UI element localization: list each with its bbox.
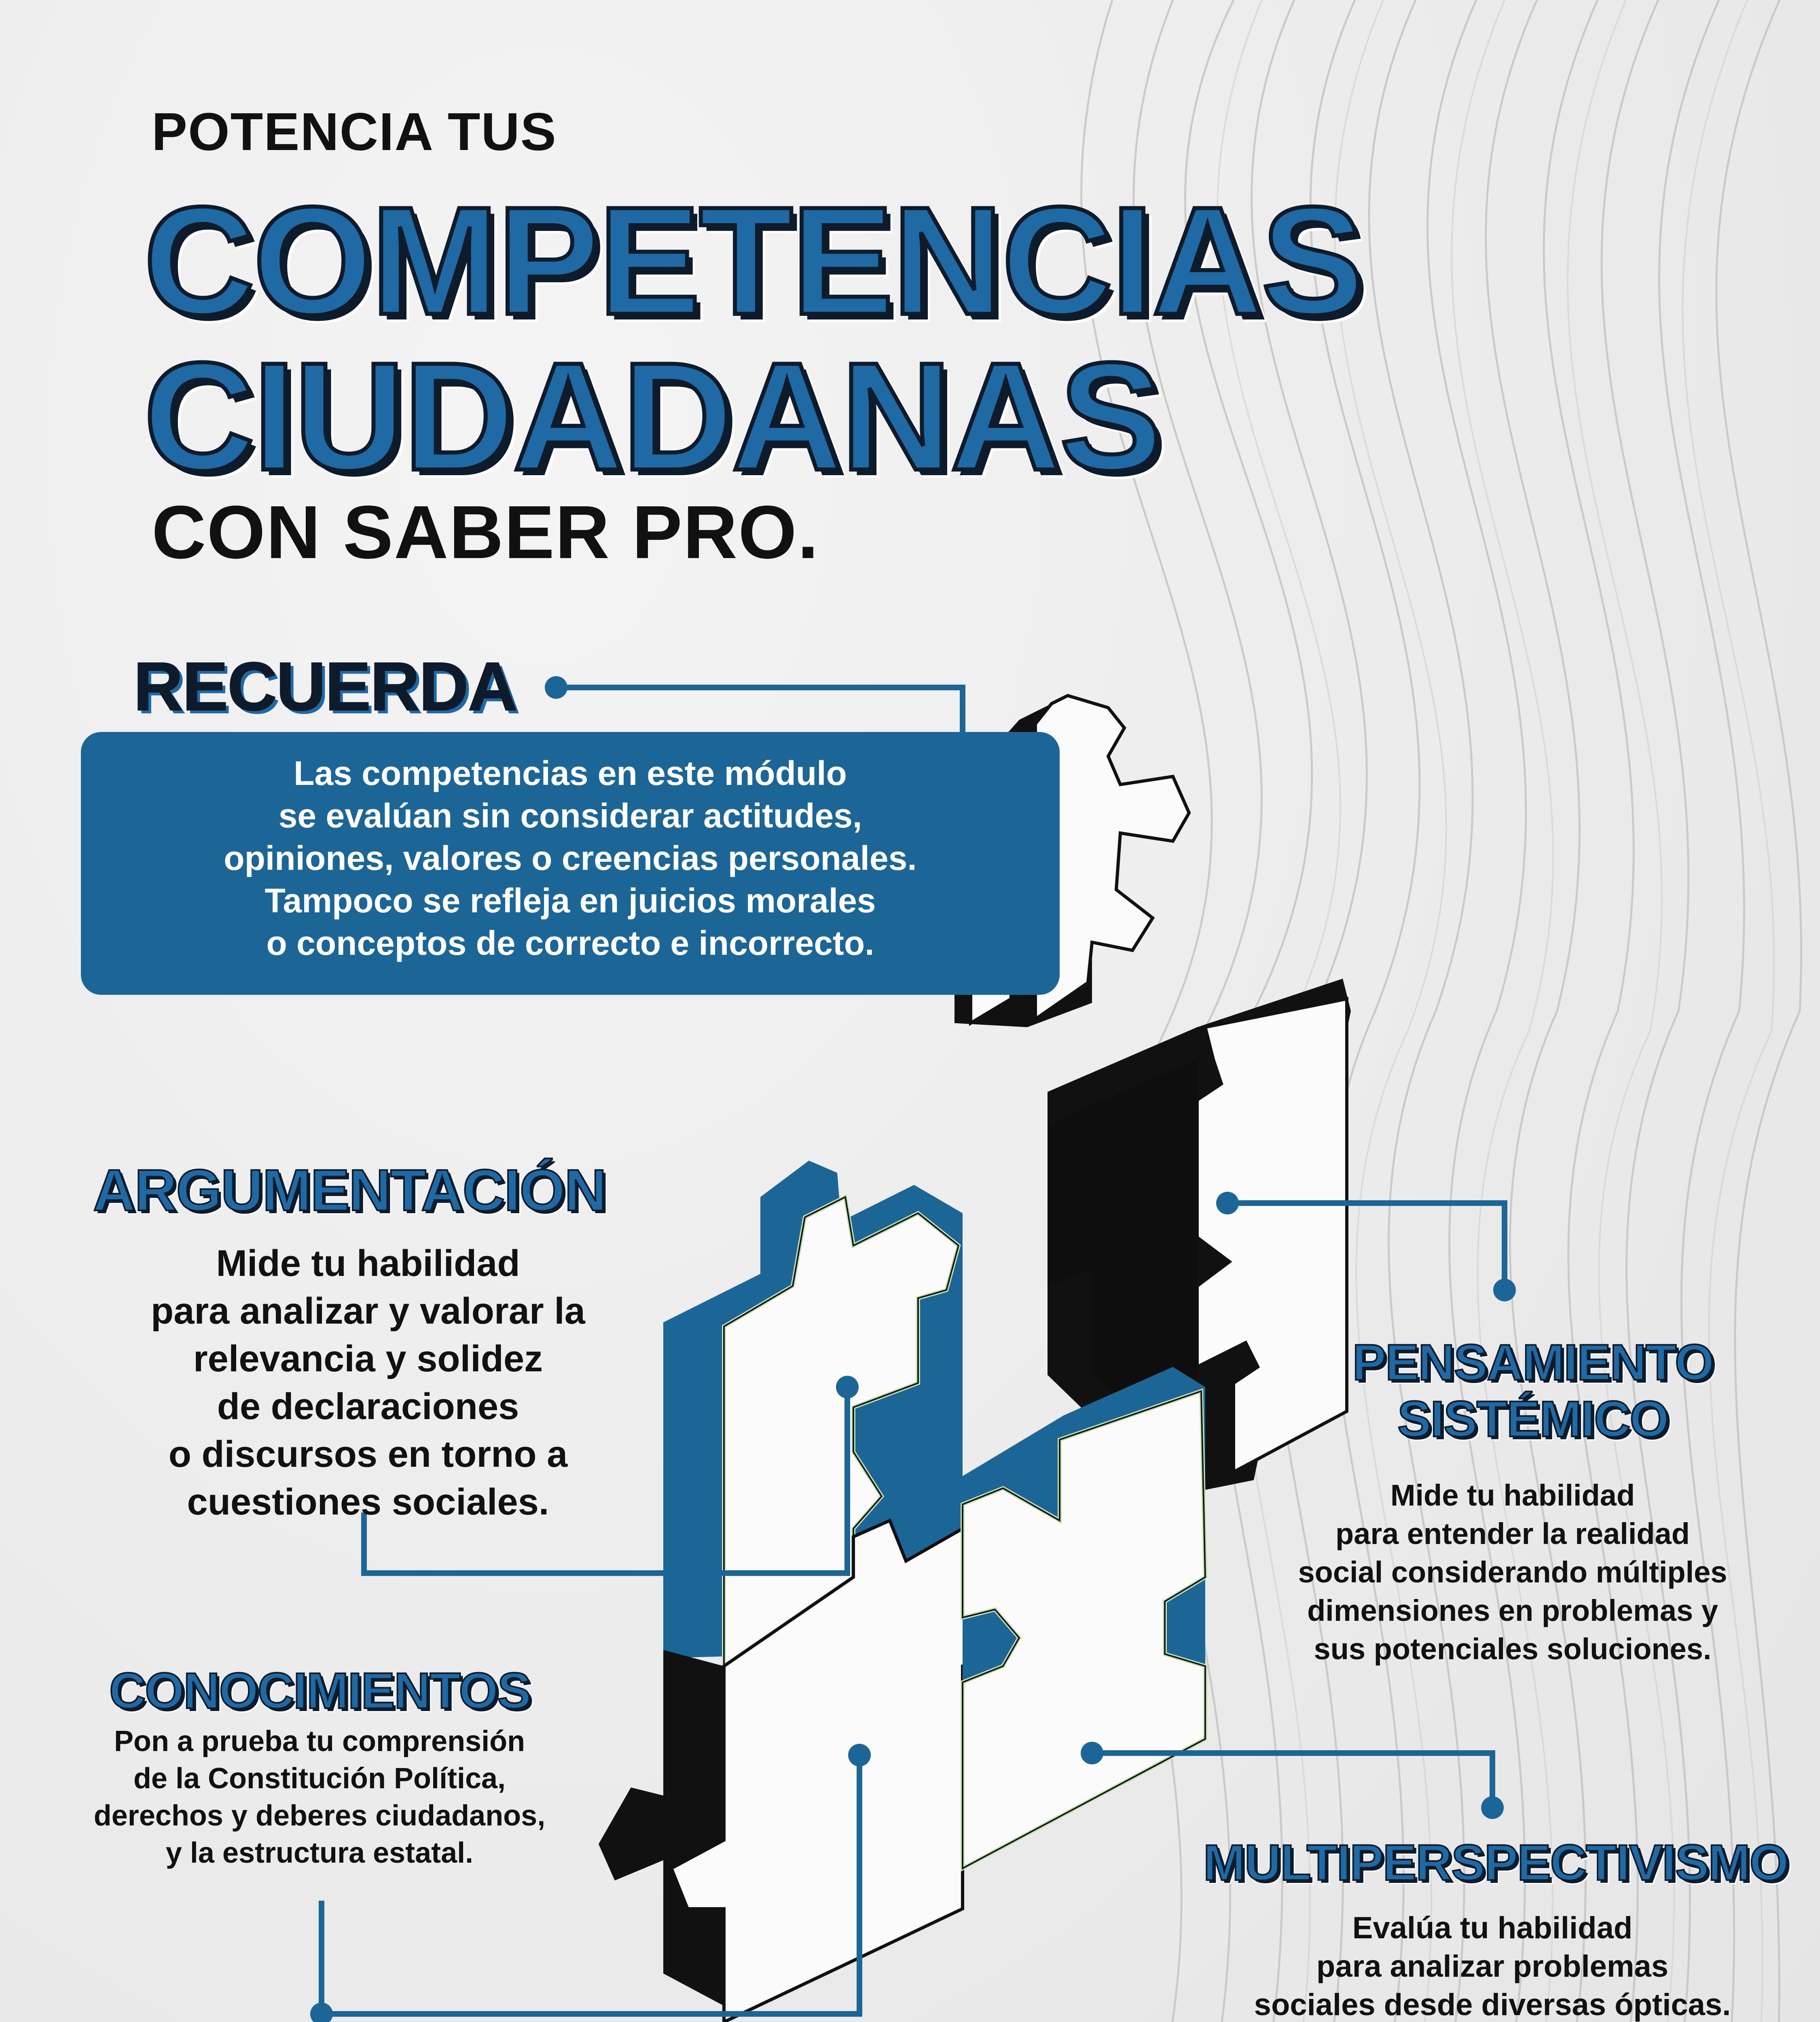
argumentacion-line: Mide tu habilidad [216, 1243, 520, 1284]
puzzle-piece-icon [963, 1367, 1205, 1868]
argumentacion-title: ARGUMENTACIÓN [93, 1157, 606, 1223]
header-line-2: COMPETENCIAS [144, 175, 1363, 347]
conocimientos-line: Pon a prueba tu comprensión [114, 1725, 525, 1758]
recuerda-title: RECUERDA [133, 648, 517, 725]
conocimientos-line: derechos y deberes ciudadanos, [93, 1800, 546, 1832]
multiperspectivismo-title: MULTIPERSPECTIVISMO [1203, 1835, 1788, 1891]
pensamiento-title-line: SISTÉMICO [1397, 1391, 1668, 1447]
conocimientos-line: y la estructura estatal. [165, 1837, 474, 1869]
recuerda-line: opiniones, valores o creencias personales. [224, 839, 917, 877]
recuerda-line: Las competencias en este módulo [294, 754, 847, 792]
recuerda-text [81, 752, 1060, 964]
conocimientos-line: de la Constitución Política, [133, 1762, 506, 1795]
argumentacion-line: para analizar y valorar la [151, 1290, 585, 1332]
pensamiento-line: sus potenciales soluciones. [1314, 1632, 1712, 1666]
argumentacion-desc [81, 1239, 655, 1526]
pensamiento-line: Mide tu habilidad [1390, 1478, 1635, 1512]
recuerda-line: Tampoco se refleja en juicios morales [265, 882, 876, 920]
multiperspectivismo-line: Evalúa tu habilidad [1352, 1911, 1633, 1945]
header-line-3: CIUDADANAS [144, 330, 1161, 502]
conocimientos-title: CONOCIMIENTOS [109, 1663, 531, 1719]
pensamiento-line: para entender la realidad [1335, 1517, 1690, 1550]
header-line-1: POTENCIA TUS [152, 102, 557, 161]
pensamiento-title-line: PENSAMIENTO [1352, 1335, 1714, 1391]
argumentacion-line: relevancia y solidez [193, 1338, 543, 1379]
multiperspectivismo-line: para analizar problemas [1316, 1949, 1669, 1984]
recuerda-line: o conceptos de correcto e incorrecto. [266, 924, 874, 962]
pensamiento-line: dimensiones en problemas y [1307, 1594, 1718, 1627]
recuerda-line: se evalúan sin considerar actitudes, [278, 797, 862, 835]
pensamiento-line: social considerando múltiples [1298, 1555, 1727, 1589]
conocimientos-desc [49, 1723, 590, 1872]
argumentacion-line: o discursos en torno a [168, 1434, 568, 1475]
pensamiento-desc [1213, 1476, 1812, 1668]
multiperspectivismo-line: sociales desde diversas ópticas. [1254, 1988, 1731, 2022]
argumentacion-line: de declaraciones [217, 1386, 519, 1427]
argumentacion-line: cuestiones sociales. [187, 1481, 549, 1523]
pensamiento-title [1294, 1335, 1771, 1448]
header-line-4: CON SABER PRO. [152, 491, 819, 574]
multiperspectivismo-desc [1205, 1909, 1780, 2022]
